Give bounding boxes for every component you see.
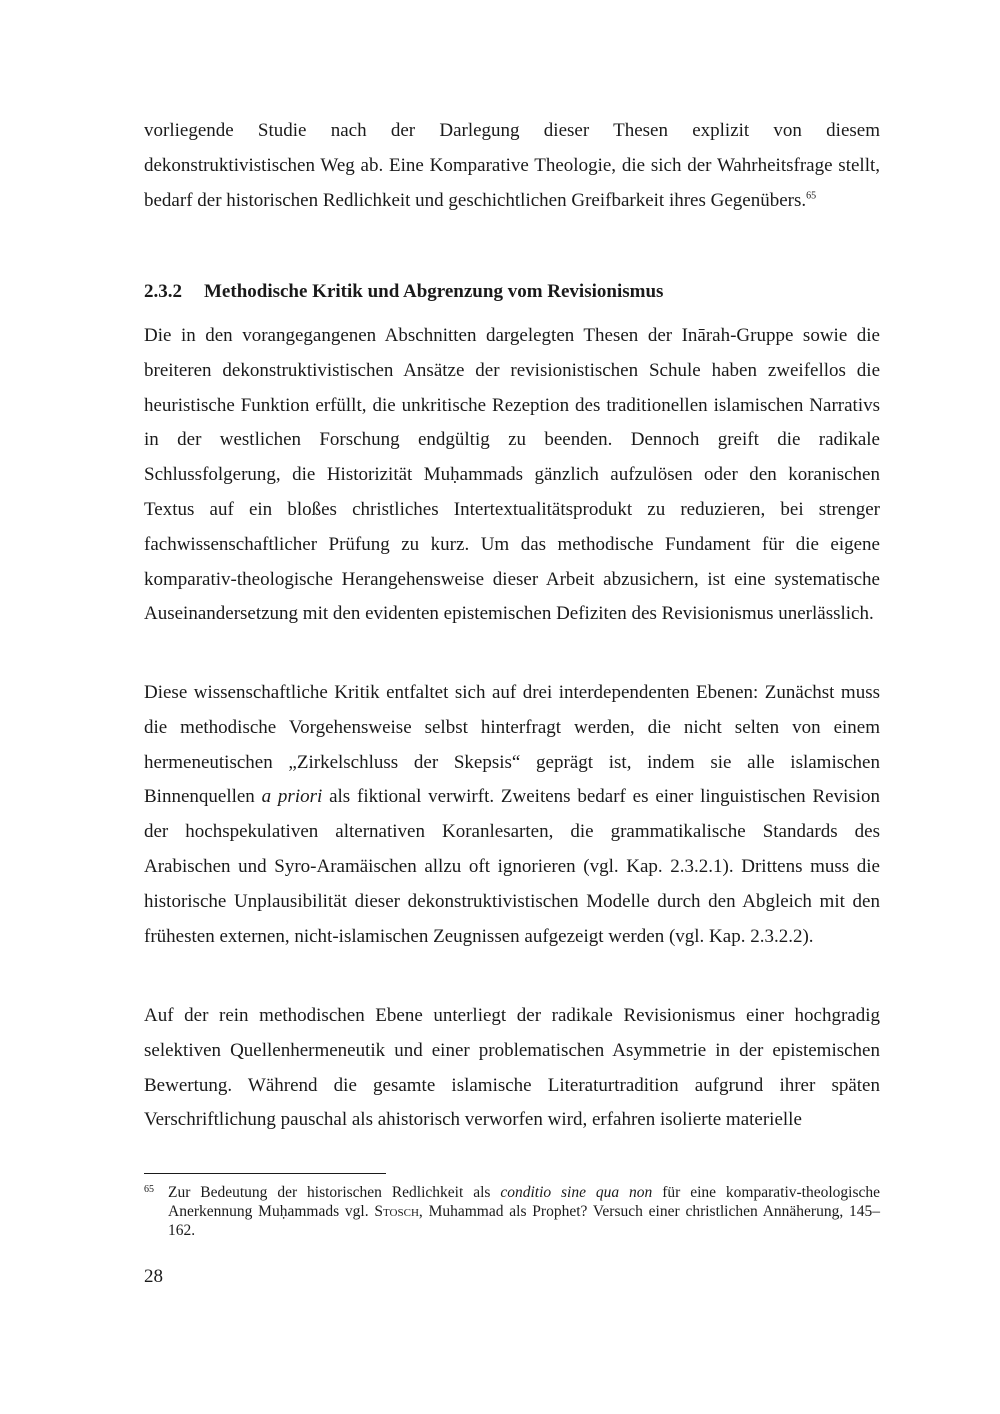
page-number: 28 [144,1266,163,1287]
footnote-text-middle: für eine komparativ-theologische Anerkennung Muḥammads vgl. [168,1184,881,1220]
footnote-reference[interactable]: 65 [806,190,817,202]
paragraph-2-text-start: Diese wissenschaftliche Kritik entfaltet sich auf drei interdependenten Ebenen: Zunächst muss die methodische Vorgehensweise selbst hinterfragt werden, die nicht selten von einem hermeneutischen „Zirkelschluss der Skepsis“ geprägt ist, indem sie alle islamischen Binnenquellen [144,682,880,808]
footnote-author: Stosch [374,1203,419,1220]
section-title: Methodische Kritik und Abgrenzung vom Revisionismus [204,281,664,302]
footnote-text-end: , Muhammad als Prophet? Versuch einer christlichen Annäherung, 145–162. [168,1203,880,1239]
intro-paragraph [144,114,880,218]
intro-text: vorliegende Studie nach der Darlegung dieser Thesen explizit von diesem dekonstruktivistischen Weg ab. Eine Komparative Theologie, die sich der Wahrheitsfrage stellt, bedarf der historischen Redlichkeit und geschichtlichen Greifbarkeit ihres Gegenübers. [144,120,880,211]
footnote-text-start: Zur Bedeutung der historischen Redlichkeit als [168,1184,501,1201]
footnote [144,1183,880,1240]
body-paragraph-1: Die in den vorangegangenen Abschnitten dargelegten Thesen der Inārah-Gruppe sowie die breiteren dekonstruktivistischen Ansätze der revisionistischen Schule haben zweifellos die heuristische Funktion erfüllt, die unkritische Rezeption des traditionellen islamischen Narrativs in der westlichen Forschung endgültig zu beenden. Dennoch greift die radikale Schlussfolgerung, die Historizität Muḥammads gänzlich aufzulösen oder den koranischen Textus auf ein bloßes christliches Intertextualitätsprodukt zu reduzieren, bei strenger fachwissenschaftlicher Prüfung zu kurz. Um das methodische Fundament für die eigene komparativ-theologische Herangehensweise dieser Arbeit abzusichern, ist eine systematische Auseinandersetzung mit den evidenten epistemischen Defiziten des Revisionismus unerlässlich. [144,325,880,625]
footnote-divider [144,1173,386,1174]
body-paragraph-3: Auf der rein methodischen Ebene unterliegt der radikale Revisionismus einer hochgradig selektiven Quellenhermeneutik und einer problematischen Asymmetrie in der epistemischen Bewertung. Während die gesamte islamische Literaturtradition aufgrund ihrer späten Verschriftlichung pauschal als ahistorisch verworfen wird, erfahren isolierte materielle [144,1005,880,1131]
body-paragraph-2 [144,676,880,954]
italic-term: a priori [261,786,323,808]
footnote-text [168,1183,880,1240]
section-heading [144,275,880,309]
footnote-italic-term: conditio sine qua non [500,1184,653,1201]
section-number: 2.3.2 [144,281,182,302]
footnote-number: 65 [144,1184,154,1195]
paragraph-2-text-end: als fiktional verwirft. Zweitens bedarf es einer linguistischen Revision der hochspekulativen alternativen Koranlesarten, die grammatikalische Standards des Arabischen und Syro-Aramäischen allzu oft ignorieren (vgl. Kap. 2.3.2.1). Drittens muss die historische Unplausibilität dieser dekonstruktivistischen Modelle durch den Abgleich mit den frühesten externen, nicht-islamischen Zeugnissen aufgezeigt werden (vgl. Kap. 2.3.2.2). [144,786,880,947]
